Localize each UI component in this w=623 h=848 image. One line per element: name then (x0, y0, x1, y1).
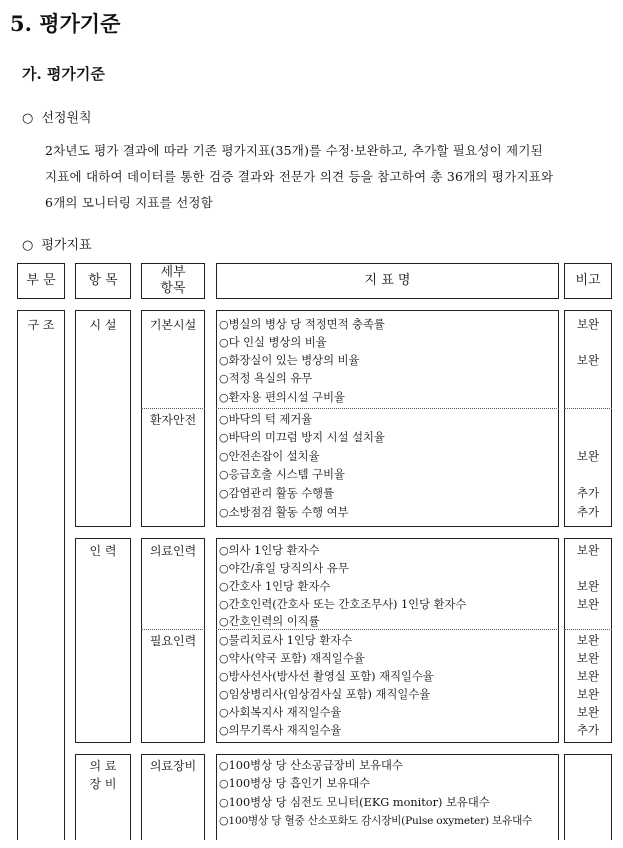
bullet-circle-icon: ○ (219, 777, 229, 790)
indicator-row: ○응급호출 시스템 구비율 (219, 468, 345, 481)
bullet-circle-icon: ○ (219, 724, 229, 737)
bullet-circle-icon: ○ (219, 652, 229, 665)
indicator-row: ○바닥의 턱 제거율 (219, 413, 313, 426)
bullet-circle-icon: ○ (219, 487, 229, 500)
indicator-row: ○물리치료사 1인당 환자수 (219, 634, 353, 647)
subitem-medical-equipment: 의료장비 (149, 759, 197, 773)
row-divider (564, 629, 612, 630)
bullet-circle-icon: ○ (219, 336, 229, 349)
note-value: 보완 (576, 579, 600, 593)
bullet-circle-icon: ○ (219, 615, 229, 628)
indicator-row: ○100병상 당 심전도 모니터(EKG monitor) 보유대수 (219, 796, 490, 809)
bullet-label: 평가지표 (41, 238, 92, 253)
bullet-selection-principle (22, 107, 92, 126)
note-cell-equipment (564, 754, 612, 840)
note-value: 보완 (576, 449, 600, 463)
note-value: 추가 (576, 723, 600, 737)
row-divider (141, 629, 205, 630)
bullet-circle-icon: ○ (22, 111, 34, 126)
row-divider (216, 408, 559, 409)
bullet-circle-icon: ○ (219, 670, 229, 683)
indicator-row: ○100병상 당 혈중 산소포화도 감시장비(Pulse oxymeter) 보유대수 (219, 814, 533, 827)
section-title: 5. 평가기준 (10, 11, 121, 36)
bullet-circle-icon: ○ (219, 814, 229, 827)
bullet-circle-icon: ○ (219, 413, 229, 426)
paragraph-line: 2차년도 평가 결과에 따라 기존 평가지표(35개)를 수정·보완하고, 추가할 필요성이 제기된 (45, 143, 543, 158)
header-subitem-line1: 세부 (160, 265, 186, 280)
note-value: 보완 (576, 687, 600, 701)
paragraph-line: 지표에 대하여 데이터를 통한 검증 결과와 전문가 의견 등을 참고하여 총 36개의 평가지표와 (45, 169, 554, 184)
row-divider (564, 408, 612, 409)
item-staff: 인 력 (89, 544, 117, 558)
bullet-circle-icon: ○ (219, 318, 229, 331)
note-value: 추가 (576, 486, 600, 500)
indicator-row: ○환자용 편의시설 구비율 (219, 391, 345, 404)
indicator-row: ○다 인실 병상의 비율 (219, 336, 327, 349)
note-value: 보완 (576, 353, 600, 367)
subitem-patient-safety: 환자안전 (149, 413, 197, 427)
bullet-circle-icon: ○ (219, 372, 229, 385)
bullet-circle-icon: ○ (219, 354, 229, 367)
indicator-row: ○병실의 병상 당 적정면적 충족률 (219, 318, 385, 331)
header-note: 비고 (575, 273, 601, 288)
bullet-circle-icon: ○ (219, 634, 229, 647)
category-cell (17, 310, 65, 840)
indicator-row: ○화장실이 있는 병상의 비율 (219, 354, 360, 367)
note-value: 보완 (576, 633, 600, 647)
note-value: 보완 (576, 651, 600, 665)
bullet-circle-icon: ○ (219, 688, 229, 701)
indicator-row: ○간호인력의 이직률 (219, 615, 320, 628)
bullet-label: 선정원칙 (41, 111, 92, 126)
note-value: 추가 (576, 505, 600, 519)
header-item: 항 목 (88, 273, 118, 288)
indicator-row: ○간호사 1인당 환자수 (219, 580, 331, 593)
bullet-circle-icon: ○ (219, 544, 229, 557)
paragraph (45, 138, 613, 216)
header-indicator: 지 표 명 (364, 273, 411, 288)
indicator-row: ○100병상 당 산소공급장비 보유대수 (219, 759, 403, 772)
paragraph-line: 6개의 모니터링 지표를 선정함 (45, 195, 213, 210)
item-equipment-line2: 장 비 (89, 777, 117, 791)
bullet-circle-icon: ○ (219, 562, 229, 575)
indicator-row: ○약사(약국 포함) 재직일수율 (219, 652, 365, 665)
bullet-circle-icon: ○ (219, 706, 229, 719)
note-value: 보완 (576, 705, 600, 719)
indicator-row: ○안전손잡이 설치율 (219, 450, 320, 463)
bullet-indicators (22, 234, 92, 253)
indicator-row: ○100병상 당 흡인기 보유대수 (219, 777, 371, 790)
subitem-basic-facility: 기본시설 (149, 318, 197, 332)
header-subitem-line2: 항목 (160, 281, 186, 296)
row-divider (141, 408, 205, 409)
bullet-circle-icon: ○ (219, 431, 229, 444)
subitem-medical-staff: 의료인력 (149, 544, 197, 558)
note-value: 보완 (576, 317, 600, 331)
note-value: 보완 (576, 669, 600, 683)
item-cell-staff (75, 538, 131, 743)
item-facility: 시 설 (89, 318, 117, 332)
bullet-circle-icon: ○ (219, 506, 229, 519)
indicator-row: ○의사 1인당 환자수 (219, 544, 320, 557)
header-category: 부 문 (26, 273, 56, 288)
indicator-row: ○소방점검 활동 수행 여부 (219, 506, 349, 519)
indicator-row: ○임상병리사(임상검사실 포함) 재직일수율 (219, 688, 431, 701)
category-structure: 구 조 (27, 318, 55, 332)
bullet-circle-icon: ○ (219, 391, 229, 404)
indicator-row: ○사회복지사 재직일수율 (219, 706, 342, 719)
indicator-row: ○적정 욕실의 유무 (219, 372, 313, 385)
subitem-support-staff: 필요인력 (149, 634, 197, 648)
bullet-circle-icon: ○ (219, 450, 229, 463)
indicator-row: ○감염관리 활동 수행률 (219, 487, 335, 500)
note-value: 보완 (576, 597, 600, 611)
bullet-circle-icon: ○ (22, 238, 34, 253)
bullet-circle-icon: ○ (219, 580, 229, 593)
item-equipment-line1: 의 료 (89, 759, 117, 773)
subsection-title: 가. 평가기준 (22, 65, 105, 83)
bullet-circle-icon: ○ (219, 796, 229, 809)
item-cell-facility (75, 310, 131, 527)
bullet-circle-icon: ○ (219, 468, 229, 481)
indicator-row: ○간호인력(간호사 또는 간호조무사) 1인당 환자수 (219, 598, 467, 611)
indicator-row: ○야간/휴일 당직의사 유무 (219, 562, 349, 575)
note-value: 보완 (576, 543, 600, 557)
indicator-row: ○방사선사(방사선 촬영실 포함) 재직일수율 (219, 670, 434, 683)
bullet-circle-icon: ○ (219, 598, 229, 611)
indicator-row: ○의무기록사 재직일수율 (219, 724, 342, 737)
indicator-row: ○바닥의 미끄럼 방지 시설 설치율 (219, 431, 385, 444)
bullet-circle-icon: ○ (219, 759, 229, 772)
